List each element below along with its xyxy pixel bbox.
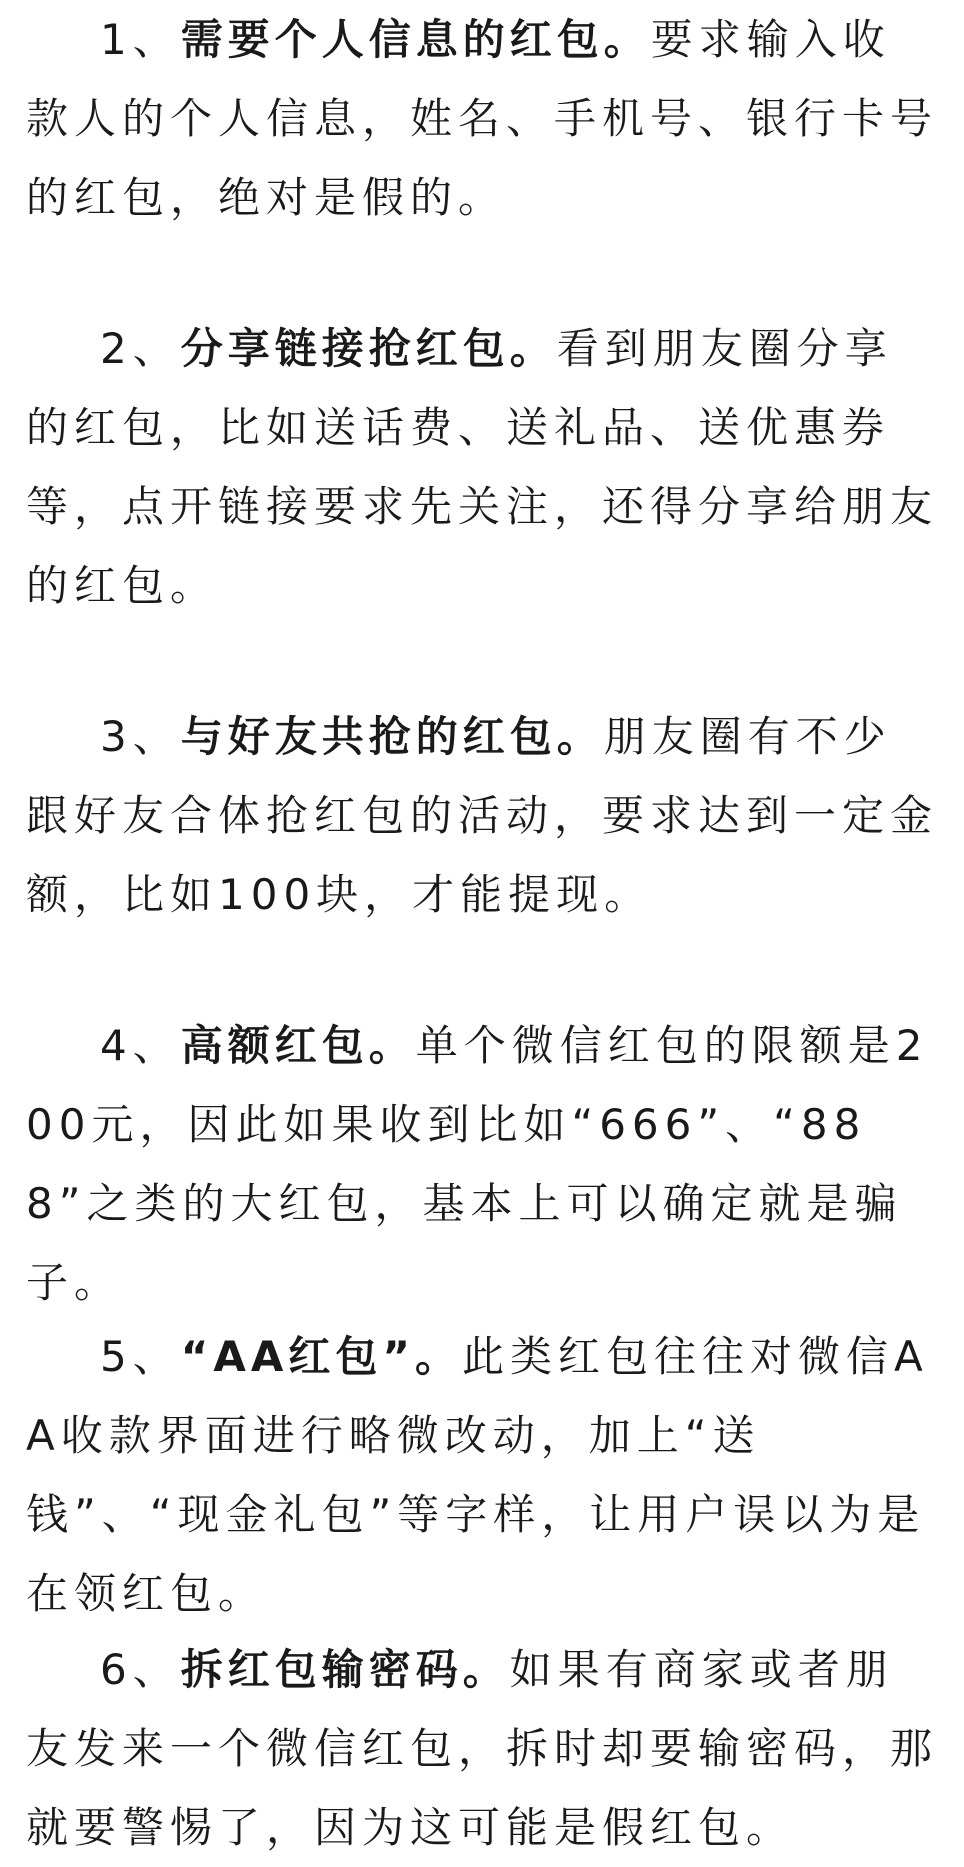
item-number: 2、 xyxy=(100,324,181,373)
item-number: 5、 xyxy=(100,1332,181,1381)
item-heading: “AA红包”。 xyxy=(180,1332,462,1381)
item-body: 看到朋友圈分享的红包，比如送话费、送礼品、送优惠券等，点开链接要求先关注，还得分享给朋友的红包。 xyxy=(26,324,939,610)
item-body: 单个微信红包的限额是200元，因此如果收到比如“666”、“888”之类的大红包，基本上可以确定就是骗子。 xyxy=(26,1021,929,1307)
item-heading: 分享链接抢红包。 xyxy=(180,324,557,373)
item-body: 如果有商家或者朋友发来一个微信红包，拆时却要输密码，那就要警惕了，因为这可能是假红包。 xyxy=(26,1645,939,1852)
item-body: 此类红包往往对微信AA收款界面进行略微改动，加上“送钱”、“现金礼包”等字样，让用户误以为是在领红包。 xyxy=(26,1332,929,1618)
paragraph-3 xyxy=(26,697,938,934)
paragraph-5 xyxy=(26,1317,938,1633)
paragraph-4 xyxy=(26,1006,938,1322)
paragraph-2 xyxy=(26,309,938,625)
item-number: 4、 xyxy=(100,1021,181,1070)
item-heading: 需要个人信息的红包。 xyxy=(180,15,651,64)
item-number: 1、 xyxy=(100,15,181,64)
item-heading: 拆红包输密码。 xyxy=(180,1645,510,1694)
item-heading: 高额红包。 xyxy=(180,1021,416,1070)
paragraph-6 xyxy=(26,1630,938,1867)
item-body: 朋友圈有不少跟好友合体抢红包的活动，要求达到一定金额，比如100块，才能提现。 xyxy=(26,712,939,919)
paragraph-1 xyxy=(26,0,938,237)
item-number: 6、 xyxy=(100,1645,181,1694)
item-body: 要求输入收款人的个人信息，姓名、手机号、银行卡号的红包，绝对是假的。 xyxy=(26,15,939,222)
item-number: 3、 xyxy=(100,712,181,761)
item-heading: 与好友共抢的红包。 xyxy=(180,712,604,761)
